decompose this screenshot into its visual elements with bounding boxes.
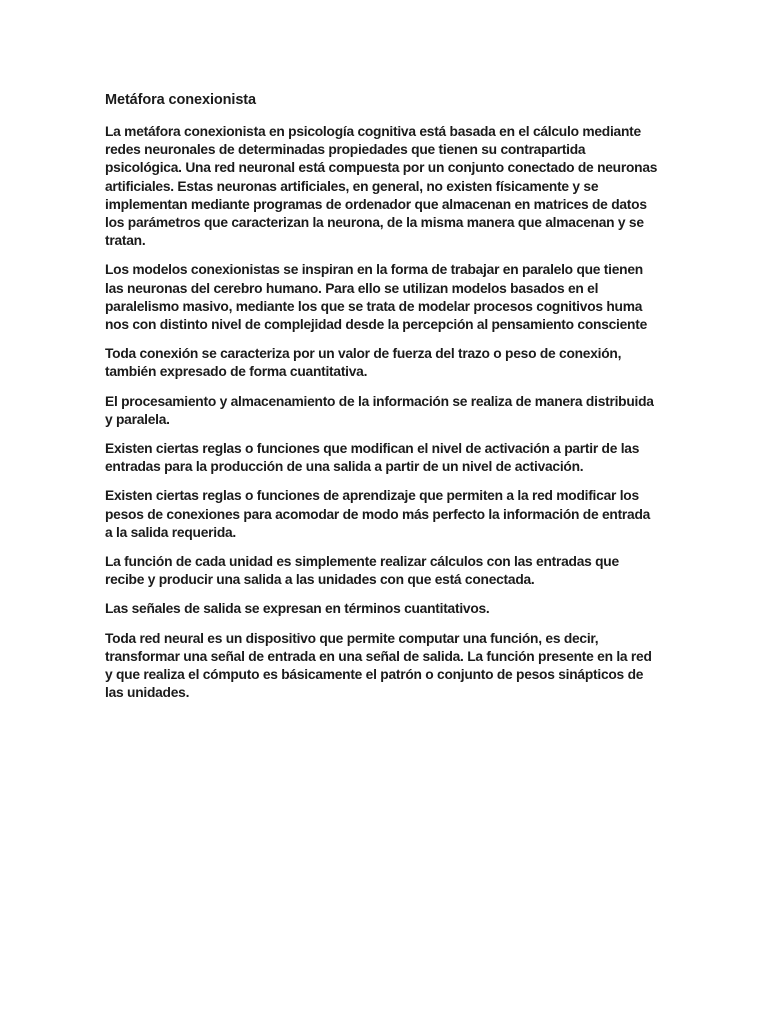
paragraph-connectionist-metaphor-intro: La metáfora conexionista en psicología cognitiva está basada en el cálculo mediante redes neuronales de determinadas propiedades que tienen su contrapartida psicológica. Una red neuronal está compuesta por un conjunto conectado de neuronas artificiales. Estas neuronas artificiales, en general, no existen físicamente y se implementan mediante programas de ordenador que almacenan en matrices de datos los parámetros que caracterizan la neurona, de la misma manera que almacenan y se tratan.	[105, 124, 658, 249]
paragraph-connection-weight: Toda conexión se caracteriza por un valor de fuerza del trazo o peso de conexión, también expresado de forma cuantitativa.	[105, 346, 622, 380]
paragraph-activation-rules: Existen ciertas reglas o funciones que modifican el nivel de activación a partir de las entradas para la producción de una salida a partir de un nivel de activación.	[105, 441, 640, 475]
paragraph-learning-rules: Existen ciertas reglas o funciones de aprendizaje que permiten a la red modificar los pesos de conexiones para acomodar de modo más perfecto la información de entrada a la salida requerida.	[105, 488, 651, 540]
paragraph-output-signals: Las señales de salida se expresan en términos cuantitativos.	[105, 601, 490, 617]
paragraph-connectionist-models: Los modelos conexionistas se inspiran en la forma de trabajar en paralelo que tienen las neuronas del cerebro humano. Para ello se utilizan modelos basados en el paralelismo masivo, mediante los que se trata de modelar procesos cognitivos huma nos con distinto nivel de complejidad desde la percepción al pensamiento consciente	[105, 262, 647, 333]
document-title: Metáfora conexionista	[105, 92, 256, 108]
paragraph-distributed-processing: El procesamiento y almacenamiento de la información se realiza de manera distribuida y paralela.	[105, 393, 654, 427]
paragraph-unit-function: La función de cada unidad es simplemente realizar cálculos con las entradas que recibe y producir una salida a las unidades con que está conectada.	[105, 554, 619, 588]
document-text-block	[105, 91, 661, 713]
paragraph-neural-net-device: Toda red neural es un dispositivo que permite computar una función, es decir, transformar una señal de entrada en una señal de salida. La función presente en la red y que realiza el cómputo es básicamente el patrón o conjunto de pesos sinápticos de las unidades.	[105, 630, 652, 701]
